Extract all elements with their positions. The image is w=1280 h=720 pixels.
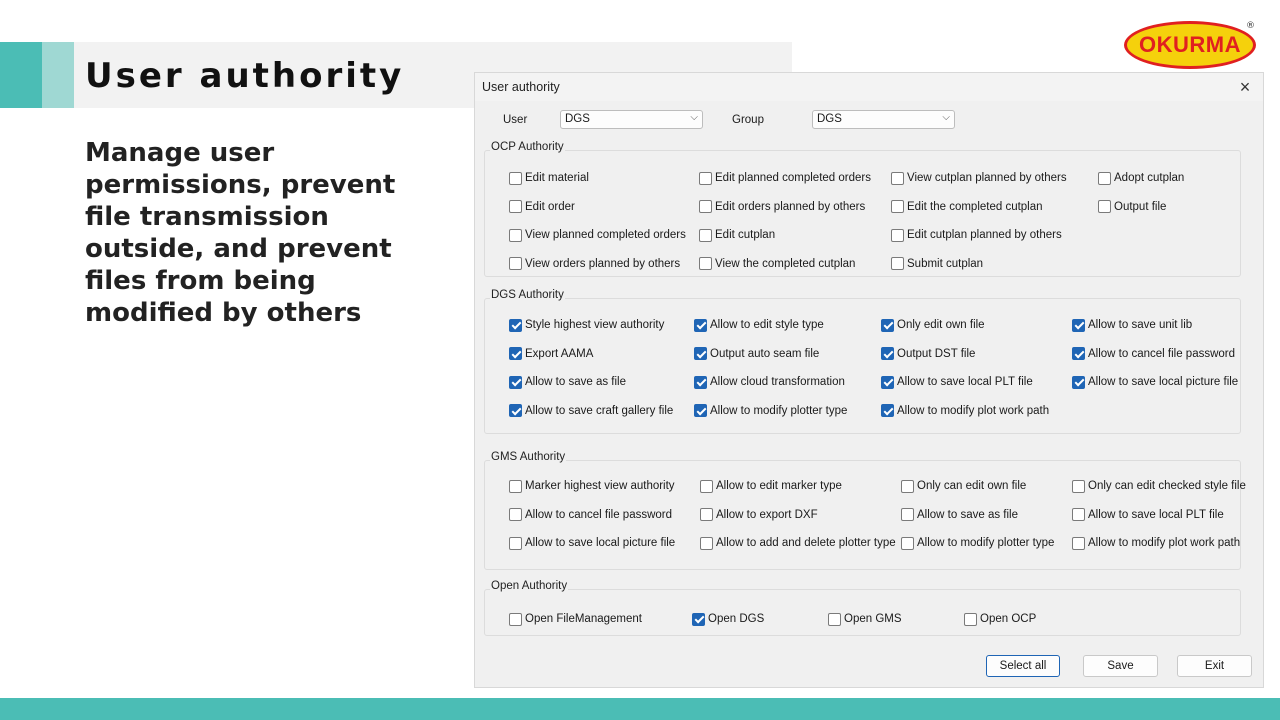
ocp-authority-title: OCP Authority	[491, 141, 564, 153]
checkbox-unchecked-icon[interactable]	[891, 229, 904, 242]
checkbox-checked-icon[interactable]	[694, 376, 707, 389]
checkbox-item[interactable]	[699, 221, 891, 250]
checkbox-item[interactable]	[509, 529, 700, 558]
checkbox-label: Output DST file	[897, 347, 976, 360]
exit-button[interactable]: Exit	[1177, 655, 1252, 677]
logo-text: OKURMA	[1139, 32, 1241, 57]
checkbox-unchecked-icon[interactable]	[891, 172, 904, 185]
chevron-down-icon: ⌵	[942, 112, 950, 123]
checkbox-item[interactable]	[694, 340, 881, 369]
checkbox-item[interactable]	[509, 605, 692, 634]
checkbox-item[interactable]	[700, 501, 901, 530]
checkbox-label: Adopt cutplan	[1114, 172, 1185, 185]
checkbox-item[interactable]	[964, 605, 1104, 634]
checkbox-label: Allow to cancel file password	[1088, 347, 1236, 360]
checkbox-label: Only can edit own file	[917, 480, 1027, 493]
checkbox-item[interactable]	[694, 368, 881, 397]
okurma-logo	[1124, 21, 1256, 69]
checkbox-label: Edit material	[525, 172, 589, 185]
checkbox-unchecked-icon[interactable]	[509, 257, 522, 270]
title-accent-bar	[0, 42, 42, 108]
checkbox-checked-icon[interactable]	[881, 319, 894, 332]
checkbox-item[interactable]	[694, 397, 881, 426]
checkbox-unchecked-icon[interactable]	[700, 508, 713, 521]
checkbox-label: View planned completed orders	[525, 229, 686, 242]
checkbox-unchecked-icon[interactable]	[828, 613, 841, 626]
dgs-authority-group	[484, 289, 1241, 434]
checkbox-label: Edit orders planned by others	[715, 200, 866, 213]
checkbox-checked-icon[interactable]	[1072, 347, 1085, 360]
checkbox-checked-icon[interactable]	[694, 319, 707, 332]
checkbox-unchecked-icon[interactable]	[509, 229, 522, 242]
bottom-bar	[0, 698, 1280, 720]
gms-authority-title: GMS Authority	[491, 451, 566, 463]
checkbox-item[interactable]	[1072, 501, 1252, 530]
checkbox-label: Allow to modify plotter type	[917, 537, 1055, 550]
checkbox-checked-icon[interactable]	[692, 613, 705, 626]
checkbox-label: Allow to save craft gallery file	[525, 404, 674, 417]
checkbox-item[interactable]	[694, 311, 881, 340]
checkbox-checked-icon[interactable]	[509, 347, 522, 360]
checkbox-label: Allow to save unit lib	[1088, 319, 1193, 332]
checkbox-label: Edit planned completed orders	[715, 172, 871, 185]
checkbox-unchecked-icon[interactable]	[699, 200, 712, 213]
checkbox-label: Allow to save local PLT file	[897, 376, 1033, 389]
checkbox-unchecked-icon[interactable]	[1072, 508, 1085, 521]
empty-cell	[1098, 250, 1248, 279]
checkbox-label: Open OCP	[980, 613, 1037, 626]
checkbox-item[interactable]	[891, 221, 1098, 250]
checkbox-item[interactable]	[509, 250, 699, 279]
checkbox-item[interactable]	[901, 529, 1072, 558]
checkbox-label: Edit cutplan planned by others	[907, 229, 1062, 242]
checkbox-unchecked-icon[interactable]	[964, 613, 977, 626]
checkbox-item[interactable]	[509, 397, 694, 426]
group-label: Group	[732, 114, 764, 126]
checkbox-unchecked-icon[interactable]	[509, 200, 522, 213]
user-dropdown[interactable]	[560, 110, 703, 129]
checkbox-item[interactable]	[1072, 368, 1242, 397]
checkbox-label: Allow cloud transformation	[710, 376, 845, 389]
checkbox-unchecked-icon[interactable]	[901, 480, 914, 493]
checkbox-item[interactable]	[692, 605, 828, 634]
user-dropdown-value: DGS	[565, 113, 590, 125]
checkbox-label: Allow to modify plotter type	[710, 404, 848, 417]
checkbox-label: Submit cutplan	[907, 257, 984, 270]
checkbox-label: Output file	[1114, 200, 1167, 213]
checkbox-item[interactable]	[509, 472, 700, 501]
checkbox-label: View cutplan planned by others	[907, 172, 1067, 185]
gms-authority-group	[484, 451, 1246, 570]
checkbox-checked-icon[interactable]	[881, 347, 894, 360]
checkbox-label: Allow to save local picture file	[1088, 376, 1239, 389]
checkbox-unchecked-icon[interactable]	[1072, 480, 1085, 493]
checkbox-checked-icon[interactable]	[1072, 376, 1085, 389]
checkbox-label: Open DGS	[708, 613, 765, 626]
checkbox-label: Allow to modify plot work path	[897, 404, 1050, 417]
checkbox-checked-icon[interactable]	[509, 319, 522, 332]
checkbox-label: View orders planned by others	[525, 257, 681, 270]
checkbox-item[interactable]	[1072, 472, 1252, 501]
checkbox-item[interactable]	[1098, 193, 1248, 222]
checkbox-unchecked-icon[interactable]	[509, 480, 522, 493]
checkbox-checked-icon[interactable]	[694, 404, 707, 417]
checkbox-item[interactable]	[881, 397, 1072, 426]
checkbox-item[interactable]	[881, 311, 1072, 340]
checkbox-item[interactable]	[901, 501, 1072, 530]
select-all-button[interactable]: Select all	[986, 655, 1060, 677]
checkbox-item[interactable]	[699, 193, 891, 222]
checkbox-label: Allow to edit style type	[710, 319, 824, 332]
checkbox-checked-icon[interactable]	[1072, 319, 1085, 332]
checkbox-checked-icon[interactable]	[509, 376, 522, 389]
checkbox-unchecked-icon[interactable]	[699, 172, 712, 185]
checkbox-checked-icon[interactable]	[881, 404, 894, 417]
slide-subtitle: Manage user permissions, prevent file transmission outside, and prevent files from being modified by others	[85, 138, 396, 328]
checkbox-item[interactable]	[1072, 529, 1252, 558]
checkbox-item[interactable]	[700, 529, 901, 558]
checkbox-label: Allow to modify plot work path	[1088, 537, 1241, 550]
checkbox-item[interactable]	[509, 193, 699, 222]
checkbox-item[interactable]	[509, 340, 694, 369]
checkbox-unchecked-icon[interactable]	[1072, 537, 1085, 550]
checkbox-label: Allow to save as file	[917, 508, 1018, 521]
checkbox-item[interactable]	[700, 472, 901, 501]
title-accent-bar-light	[42, 42, 74, 108]
checkbox-label: Only can edit checked style file	[1088, 480, 1246, 493]
dialog-title: User authority	[482, 80, 560, 94]
checkbox-unchecked-icon[interactable]	[1098, 172, 1111, 185]
checkbox-label: Edit the completed cutplan	[907, 200, 1043, 213]
checkbox-item[interactable]	[901, 472, 1072, 501]
checkbox-unchecked-icon[interactable]	[891, 257, 904, 270]
checkbox-label: Style highest view authority	[525, 319, 665, 332]
checkbox-unchecked-icon[interactable]	[901, 537, 914, 550]
checkbox-item[interactable]	[828, 605, 964, 634]
checkbox-unchecked-icon[interactable]	[700, 480, 713, 493]
checkbox-item[interactable]	[1072, 340, 1242, 369]
dialog-titlebar	[475, 73, 1263, 101]
checkbox-item[interactable]	[699, 164, 891, 193]
checkbox-label: Only edit own file	[897, 319, 985, 332]
checkbox-label: Allow to save as file	[525, 376, 626, 389]
chevron-down-icon: ⌵	[690, 112, 698, 123]
checkbox-label: View the completed cutplan	[715, 257, 856, 270]
checkbox-item[interactable]	[891, 164, 1098, 193]
checkbox-label: Allow to cancel file password	[525, 508, 673, 521]
slide-title: User authority	[85, 56, 405, 96]
checkbox-item[interactable]	[881, 340, 1072, 369]
checkbox-label: Allow to export DXF	[716, 508, 818, 521]
checkbox-item[interactable]	[881, 368, 1072, 397]
checkbox-checked-icon[interactable]	[881, 376, 894, 389]
checkbox-item[interactable]	[699, 250, 891, 279]
checkbox-item[interactable]	[509, 221, 699, 250]
checkbox-item[interactable]	[509, 368, 694, 397]
checkbox-item[interactable]	[509, 164, 699, 193]
checkbox-item[interactable]	[1098, 164, 1248, 193]
checkbox-unchecked-icon[interactable]	[700, 537, 713, 550]
checkbox-label: Allow to edit marker type	[716, 480, 842, 493]
checkbox-unchecked-icon[interactable]	[509, 172, 522, 185]
checkbox-item[interactable]	[1072, 311, 1242, 340]
checkbox-unchecked-icon[interactable]	[1098, 200, 1111, 213]
checkbox-item[interactable]	[509, 501, 700, 530]
checkbox-item[interactable]	[891, 250, 1098, 279]
checkbox-unchecked-icon[interactable]	[509, 613, 522, 626]
open-authority-group	[484, 580, 1241, 636]
checkbox-unchecked-icon[interactable]	[891, 200, 904, 213]
checkbox-label: Export AAMA	[525, 347, 594, 360]
checkbox-label: Open GMS	[844, 613, 902, 626]
registered-mark: ®	[1246, 21, 1255, 31]
checkbox-label: Marker highest view authority	[525, 480, 675, 493]
checkbox-unchecked-icon[interactable]	[699, 257, 712, 270]
checkbox-label: Edit cutplan	[715, 229, 776, 242]
close-icon[interactable]: ×	[1239, 76, 1251, 97]
checkbox-label: Open FileManagement	[525, 613, 642, 626]
checkbox-unchecked-icon[interactable]	[901, 508, 914, 521]
group-dropdown[interactable]	[812, 110, 955, 129]
checkbox-label: Allow to save local PLT file	[1088, 508, 1224, 521]
checkbox-checked-icon[interactable]	[509, 404, 522, 417]
save-button[interactable]: Save	[1083, 655, 1158, 677]
checkbox-label: Allow to add and delete plotter type	[716, 537, 896, 550]
checkbox-item[interactable]	[891, 193, 1098, 222]
group-dropdown-value: DGS	[817, 113, 842, 125]
checkbox-item[interactable]	[509, 311, 694, 340]
user-authority-dialog	[474, 72, 1264, 688]
checkbox-label: Edit order	[525, 200, 575, 213]
checkbox-label: Allow to save local picture file	[525, 537, 676, 550]
open-authority-title: Open Authority	[491, 580, 568, 592]
checkbox-unchecked-icon[interactable]	[699, 229, 712, 242]
checkbox-unchecked-icon[interactable]	[509, 537, 522, 550]
ocp-authority-group	[484, 141, 1241, 277]
empty-cell	[1072, 397, 1242, 426]
checkbox-unchecked-icon[interactable]	[509, 508, 522, 521]
checkbox-label: Output auto seam file	[710, 347, 820, 360]
dgs-authority-title: DGS Authority	[491, 289, 564, 301]
user-label: User	[503, 114, 528, 126]
checkbox-checked-icon[interactable]	[694, 347, 707, 360]
empty-cell	[1098, 221, 1248, 250]
